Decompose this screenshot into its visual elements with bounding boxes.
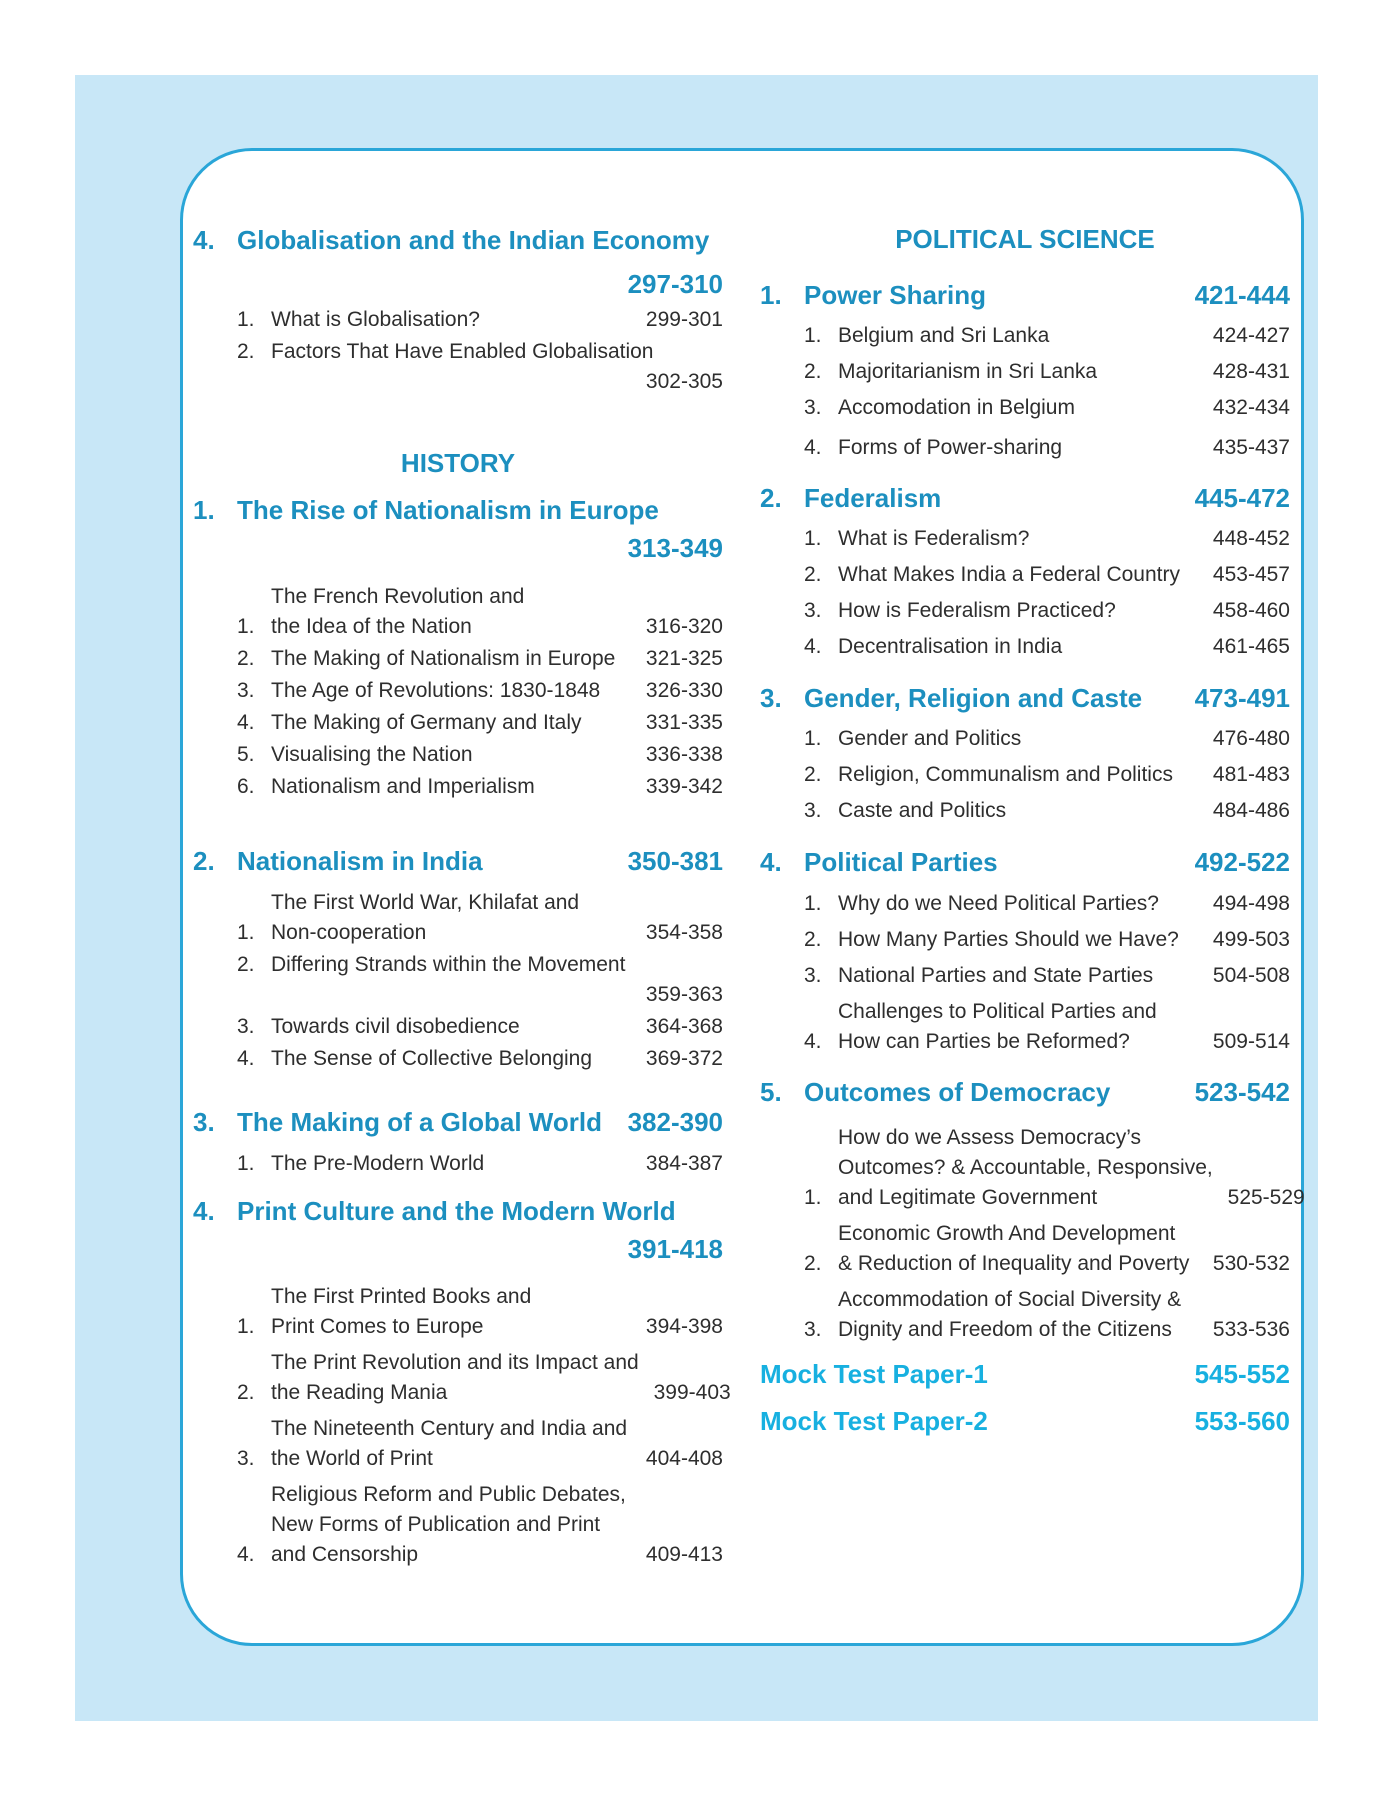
chapter-polsci-4	[760, 846, 1290, 878]
sub-title-line: Accommodation of Social Diversity &	[838, 1288, 1182, 1311]
sub-title: Visualising the Nation	[271, 743, 473, 766]
sub-title: Towards civil disobedience	[271, 1015, 520, 1038]
sub-pages: 435-437	[1212, 436, 1290, 459]
sub-number: 1.	[804, 527, 822, 550]
mock-test-2	[760, 1405, 1290, 1437]
sub-title-line: The Print Revolution and its Impact and	[271, 1351, 639, 1374]
sub-pages: 331-335	[645, 711, 723, 734]
sub-list	[193, 1282, 731, 1570]
sub-title-line: How can Parties be Reformed?	[838, 1030, 1130, 1053]
sub-title: The Making of Nationalism in Europe	[271, 647, 616, 670]
sub-pages: 369-372	[645, 1047, 723, 1070]
sub-pages: 533-536	[1212, 1318, 1290, 1341]
chapter-title: Print Culture and the Modern World	[237, 1196, 676, 1226]
chapter-pages: 350-381	[627, 846, 723, 876]
chapter-title: The Rise of Nationalism in Europe	[237, 495, 659, 525]
sub-pages: 461-465	[1212, 635, 1290, 658]
sub-pages: 336-338	[645, 743, 723, 766]
sub-title: Religion, Communalism and Politics	[838, 763, 1173, 786]
sub-entry	[193, 740, 723, 770]
chapter-number: 4.	[760, 847, 782, 877]
sub-pages: 453-457	[1212, 563, 1290, 586]
sub-entry	[760, 961, 1290, 991]
sub-pages: 316-320	[645, 615, 723, 638]
sub-entry	[193, 888, 723, 948]
sub-title: Decentralisation in India	[838, 635, 1063, 658]
section-heading-history: HISTORY	[400, 448, 516, 478]
sub-list	[760, 889, 1290, 1057]
sub-title-line: Print Comes to Europe	[271, 1315, 484, 1338]
sub-title-line: The French Revolution and	[271, 585, 525, 608]
chapter-pages: 421-444	[1194, 280, 1290, 310]
chapter-pages: 297-310	[627, 269, 723, 299]
sub-title: The Pre-Modern World	[271, 1152, 485, 1175]
chapter-history-1	[193, 494, 723, 564]
sub-entry	[193, 644, 723, 674]
sub-pages: 481-483	[1212, 763, 1290, 786]
sub-entry	[193, 708, 723, 738]
chapter-polsci-5	[760, 1076, 1290, 1108]
sub-number: 2.	[804, 360, 822, 383]
sub-number: 1.	[237, 308, 255, 331]
mock-title: Mock Test Paper-1	[760, 1359, 988, 1389]
sub-entry	[193, 772, 723, 802]
sub-title-line: and Legitimate Government	[838, 1186, 1098, 1209]
chapter-number: 4.	[193, 225, 215, 255]
sub-pages: 476-480	[1212, 727, 1290, 750]
sub-pages: 530-532	[1212, 1252, 1290, 1275]
sub-entry	[760, 997, 1290, 1057]
sub-list	[193, 305, 723, 397]
sub-pages: 409-413	[645, 1543, 723, 1566]
sub-title: What is Federalism?	[838, 527, 1030, 550]
sub-number: 3.	[804, 599, 822, 622]
sub-list	[193, 888, 723, 1074]
sub-number: 1.	[804, 324, 822, 347]
chapter-pages: 473-491	[1194, 683, 1290, 713]
chapter-number: 1.	[193, 495, 215, 525]
sub-number: 2.	[804, 1252, 822, 1275]
sub-entry	[760, 1219, 1290, 1279]
chapter-title: Gender, Religion and Caste	[804, 683, 1143, 713]
sub-number: 1.	[237, 1315, 255, 1338]
sub-title: The Sense of Collective Belonging	[271, 1047, 593, 1070]
sub-title: Accomodation in Belgium	[838, 396, 1075, 419]
section-heading-political-science: POLITICAL SCIENCE	[895, 224, 1155, 254]
mock-pages: 553-560	[1194, 1406, 1290, 1436]
sub-pages: 339-342	[645, 775, 723, 798]
sub-number: 3.	[804, 964, 822, 987]
sub-title: Belgium and Sri Lanka	[838, 324, 1050, 347]
sub-pages: 354-358	[645, 921, 723, 944]
chapter-pages: 523-542	[1194, 1077, 1290, 1107]
sub-pages: 302-305	[645, 370, 723, 393]
sub-number: 4.	[237, 1543, 255, 1566]
sub-number: 6.	[237, 775, 255, 798]
sub-pages: 448-452	[1212, 527, 1290, 550]
sub-title-line: & Reduction of Inequality and Poverty	[838, 1252, 1190, 1275]
sub-title-line: Challenges to Political Parties and	[838, 1000, 1157, 1023]
sub-title: Forms of Power-sharing	[838, 436, 1063, 459]
sub-number: 1.	[237, 921, 255, 944]
sub-entry	[193, 1414, 723, 1474]
sub-entry	[760, 889, 1290, 919]
sub-pages: 484-486	[1212, 799, 1290, 822]
sub-title: The Making of Germany and Italy	[271, 711, 582, 734]
sub-entry	[760, 760, 1290, 790]
sub-pages: 394-398	[645, 1315, 723, 1338]
chapter-history-4	[193, 1195, 723, 1265]
chapter-number: 5.	[760, 1077, 782, 1107]
sub-title: How is Federalism Practiced?	[838, 599, 1116, 622]
sub-entry	[193, 1282, 723, 1342]
sub-title-line: the Reading Mania	[271, 1381, 448, 1404]
chapter-title: Outcomes of Democracy	[804, 1077, 1111, 1107]
sub-title-line: The Nineteenth Century and India and	[271, 1417, 628, 1440]
sub-number: 2.	[804, 928, 822, 951]
sub-entry	[193, 1012, 723, 1042]
sub-pages: 504-508	[1212, 964, 1290, 987]
sub-number: 4.	[804, 436, 822, 459]
sub-number: 2.	[804, 563, 822, 586]
sub-number: 4.	[804, 635, 822, 658]
chapter-globalisation	[193, 224, 723, 300]
sub-number: 4.	[237, 711, 255, 734]
sub-entry	[193, 1149, 723, 1179]
sub-pages: 509-514	[1212, 1030, 1290, 1053]
sub-pages: 399-403	[653, 1381, 731, 1404]
sub-title: Caste and Politics	[838, 799, 1007, 822]
sub-entry	[760, 925, 1290, 955]
mock-test-1	[760, 1358, 1290, 1390]
sub-title-line: Religious Reform and Public Debates,	[271, 1483, 626, 1506]
chapter-pages: 313-349	[627, 533, 723, 563]
sub-title: Differing Strands within the Movement	[271, 953, 626, 976]
chapter-title: Power Sharing	[804, 280, 987, 310]
sub-pages: 424-427	[1212, 324, 1290, 347]
sub-list	[193, 1149, 723, 1179]
sub-pages: 326-330	[645, 679, 723, 702]
chapter-pages: 492-522	[1194, 847, 1290, 877]
sub-number: 1.	[804, 892, 822, 915]
sub-title: Nationalism and Imperialism	[271, 775, 535, 798]
sub-entry	[760, 433, 1290, 463]
sub-pages: 458-460	[1212, 599, 1290, 622]
sub-pages: 432-434	[1212, 396, 1290, 419]
sub-title-line: Non-cooperation	[271, 921, 427, 944]
sub-list	[760, 724, 1290, 826]
sub-title: Factors That Have Enabled Globalisation	[271, 340, 654, 363]
sub-entry	[193, 1480, 723, 1570]
sub-number: 2.	[237, 1381, 255, 1404]
sub-list	[760, 524, 1290, 662]
sub-pages: 359-363	[645, 983, 723, 1006]
sub-title-line: Dignity and Freedom of the Citizens	[838, 1318, 1172, 1341]
chapter-polsci-2	[760, 482, 1290, 514]
sub-pages: 428-431	[1212, 360, 1290, 383]
chapter-polsci-3	[760, 682, 1290, 714]
sub-title-line: The First Printed Books and	[271, 1285, 532, 1308]
sub-title-line: New Forms of Publication and Print	[271, 1513, 601, 1536]
sub-title: The Age of Revolutions: 1830-1848	[271, 679, 601, 702]
sub-title-line: The First World War, Khilafat and	[271, 891, 580, 914]
sub-number: 1.	[237, 1152, 255, 1175]
sub-pages: 364-368	[645, 1015, 723, 1038]
sub-number: 1.	[804, 1186, 822, 1209]
sub-title: What is Globalisation?	[271, 308, 480, 331]
chapter-title: The Making of a Global World	[237, 1107, 602, 1137]
sub-title-line: the World of Print	[271, 1447, 433, 1470]
chapter-number: 2.	[760, 483, 782, 513]
sub-pages: 499-503	[1212, 928, 1290, 951]
sub-number: 2.	[237, 647, 255, 670]
sub-entry	[760, 724, 1290, 754]
chapter-polsci-1	[760, 279, 1290, 311]
sub-title: How Many Parties Should we Have?	[838, 928, 1179, 951]
chapter-title: Federalism	[804, 483, 942, 513]
chapter-history-3	[193, 1106, 723, 1138]
chapter-number: 2.	[193, 846, 215, 876]
chapter-pages: 391-418	[627, 1234, 723, 1264]
sub-number: 3.	[804, 396, 822, 419]
sub-title: National Parties and State Parties	[838, 964, 1154, 987]
sub-pages: 384-387	[645, 1152, 723, 1175]
sub-entry	[760, 1123, 1305, 1213]
sub-pages: 321-325	[645, 647, 723, 670]
sub-pages: 299-301	[645, 308, 723, 331]
sub-entry	[193, 1044, 723, 1074]
sub-entry	[193, 337, 723, 367]
sub-pages: 404-408	[645, 1447, 723, 1470]
sub-number: 2.	[237, 953, 255, 976]
sub-title-line: Outcomes? & Accountable, Responsive,	[838, 1156, 1213, 1179]
sub-number: 2.	[237, 340, 255, 363]
sub-title: Majoritarianism in Sri Lanka	[838, 360, 1098, 383]
sub-title: What Makes India a Federal Country	[838, 563, 1180, 586]
chapter-history-2	[193, 845, 723, 877]
sub-entry	[760, 560, 1290, 590]
sub-number: 3.	[237, 1447, 255, 1470]
chapter-number: 3.	[760, 683, 782, 713]
sub-entry	[760, 357, 1290, 387]
sub-list	[760, 321, 1290, 463]
mock-title: Mock Test Paper-2	[760, 1406, 988, 1436]
sub-entry	[760, 632, 1290, 662]
chapter-title: Nationalism in India	[237, 846, 483, 876]
sub-title-line: and Censorship	[271, 1543, 419, 1566]
sub-entry	[760, 596, 1290, 626]
mock-pages: 545-552	[1194, 1359, 1290, 1389]
sub-number: 4.	[237, 1047, 255, 1070]
chapter-pages: 382-390	[627, 1107, 723, 1137]
sub-number: 3.	[237, 1015, 255, 1038]
chapter-number: 4.	[193, 1196, 215, 1226]
sub-entry	[760, 1285, 1290, 1345]
sub-list	[760, 1123, 1305, 1345]
sub-entry	[760, 796, 1290, 826]
chapter-title: Globalisation and the Indian Economy	[237, 225, 710, 255]
sub-entry	[193, 950, 723, 980]
sub-pages: 494-498	[1212, 892, 1290, 915]
sub-number: 3.	[804, 799, 822, 822]
chapter-title: Political Parties	[804, 847, 998, 877]
sub-number: 3.	[237, 679, 255, 702]
sub-title-line: How do we Assess Democracy’s	[838, 1126, 1142, 1149]
sub-entry	[760, 524, 1290, 554]
sub-number: 3.	[804, 1318, 822, 1341]
sub-number: 4.	[804, 1030, 822, 1053]
sub-entry	[193, 1348, 731, 1408]
sub-entry	[760, 321, 1290, 351]
sub-title: Why do we Need Political Parties?	[838, 892, 1159, 915]
chapter-pages: 445-472	[1194, 483, 1290, 513]
sub-number: 1.	[804, 727, 822, 750]
sub-number: 1.	[237, 615, 255, 638]
sub-number: 5.	[237, 743, 255, 766]
sub-entry	[193, 305, 723, 335]
sub-entry	[193, 676, 723, 706]
sub-pages: 525-529	[1227, 1186, 1305, 1209]
sub-title-line: the Idea of the Nation	[271, 615, 472, 638]
sub-title-line: Economic Growth And Development	[838, 1222, 1176, 1245]
sub-entry	[760, 393, 1290, 423]
sub-list	[193, 582, 723, 802]
sub-number: 2.	[804, 763, 822, 786]
chapter-number: 1.	[760, 280, 782, 310]
chapter-number: 3.	[193, 1107, 215, 1137]
sub-entry	[193, 582, 723, 642]
sub-title: Gender and Politics	[838, 727, 1022, 750]
